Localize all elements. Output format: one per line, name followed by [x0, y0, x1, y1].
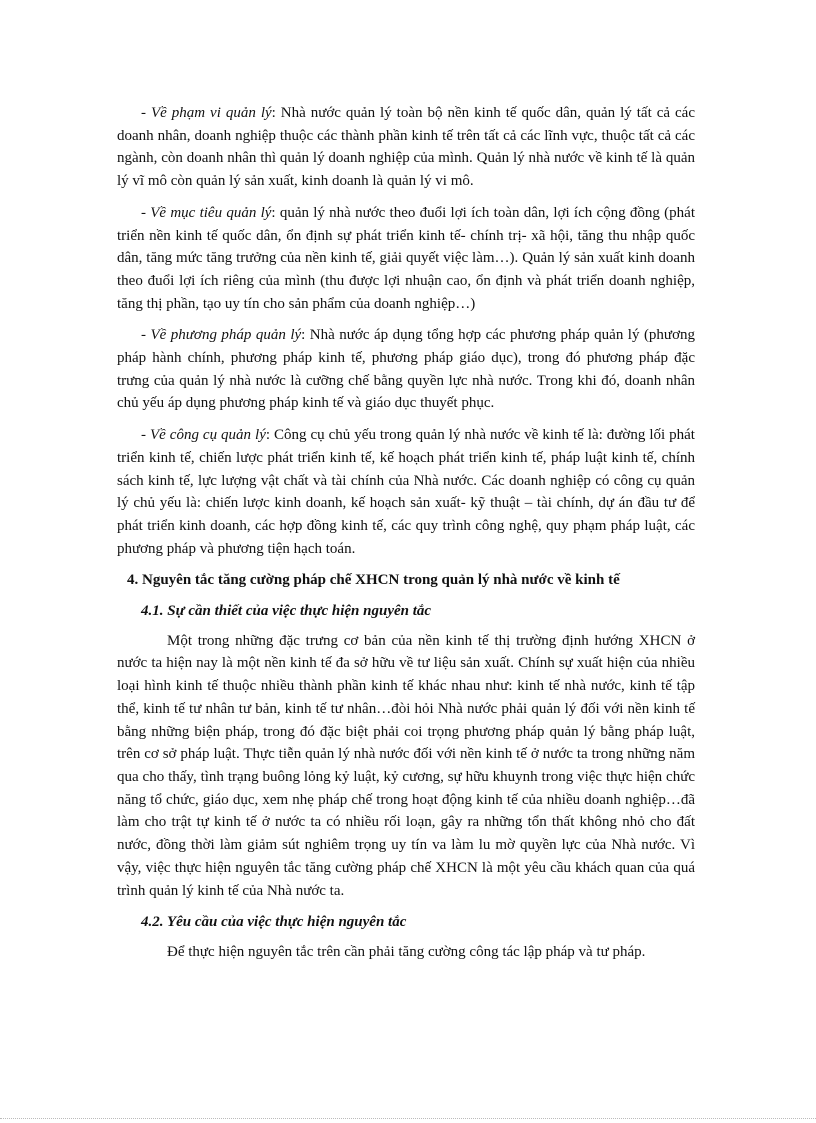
paragraph-lead: - Về phạm vi quản lý — [141, 105, 272, 121]
paragraph-lead: - Về công cụ quản lý — [141, 427, 266, 444]
document-body — [117, 102, 695, 973]
paragraph-method — [117, 324, 695, 415]
paragraph-tools — [117, 424, 695, 560]
paragraph-text: : Nhà nước áp dụng tổng hợp các phương pháp quản lý (phương pháp hành chính, phương pháp kinh tế, phương pháp giáo dục), trong đó phương pháp đặc trưng của quản lý nhà nước là cưỡng chế bằng quyền lực nhà nước. Trong khi đó, doanh nhân chủ yếu áp dụng phương pháp kinh tế và giáo dục thuyết phục. — [117, 327, 695, 412]
section-heading-4: 4. Nguyên tắc tăng cường pháp chế XHCN trong quản lý nhà nước về kinh tế — [127, 572, 620, 589]
paragraph-text: : Nhà nước quản lý toàn bộ nền kinh tế quốc dân, quản lý tất cả các doanh nhân, doanh nghiệp thuộc các thành phần kinh tế trên tất cả các lĩnh vực, thuộc tất cả các ngành, còn doanh nhân thì quản lý doanh nghiệp của mình. Quản lý nhà nước về kinh tế là quản lý vĩ mô còn quản lý sản xuất, kinh doanh là quản lý vi mô. — [117, 105, 695, 190]
paragraph-lead: - Về phương pháp quản lý — [141, 327, 302, 344]
paragraph-text: : quản lý nhà nước theo đuổi lợi ích toàn dân, lợi ích cộng đồng (phát triển nền kinh tế quốc dân, ổn định sự phát triển kinh tế- chính trị- xã hội, tăng thu nhập quốc dân, tăng mức tăng trưởng của nền kinh tế, giải quyết việc làm…). Quản lý sản xuất kinh doanh theo đuổi lợi ích riêng của mình (thu được lợi nhuận cao, ổn định và phát triển doanh nghiệp, tăng thị phần, tạo uy tín cho sản phẩm của doanh nghiệp…) — [117, 204, 695, 312]
subsection-heading-4-2: 4.2. Yêu cầu của việc thực hiện nguyên tắc — [141, 914, 407, 931]
paragraph-4-2: Để thực hiện nguyên tắc trên cần phải tăng cường công tác lập pháp và tư pháp. — [167, 943, 646, 960]
subsection-heading-4-1: 4.1. Sự cần thiết của việc thực hiện nguyên tắc — [141, 603, 432, 620]
paragraph-objective — [117, 202, 695, 316]
paragraph-scope — [117, 102, 695, 193]
page-bottom-divider — [0, 1118, 816, 1119]
paragraph-lead: - Về mục tiêu quản lý — [141, 204, 272, 221]
paragraph-text: : Công cụ chủ yếu trong quản lý nhà nước về kinh tế là: đường lối phát triển kinh tế, chiến lược phát triển kinh tế, kế hoạch phát triển kinh tế, pháp luật kinh tế, chính sách kinh tế, lực lượng vật chất và tài chính của Nhà nước. Các doanh nghiệp có công cụ quản lý chủ yếu là: chiến lược kinh doanh, kế hoạch sản xuất- kỹ thuật – tài chính, dự án đầu tư để phát triển kinh doanh, các hợp đồng kinh tế, các quy trình công nghệ, quy phạm pháp luật, các phương pháp và phương tiện hạch toán. — [117, 427, 695, 557]
paragraph-4-1: Một trong những đặc trưng cơ bản của nền kinh tế thị trường định hướng XHCN ở nước ta hiện nay là một nền kinh tế đa sở hữu về tư liệu sản xuất. Chính sự xuất hiện của nhiều loại hình kinh tế thuộc nhiều thành phần kinh tế khác nhau như: kinh tế nhà nước, kinh tế tập thể, kinh tế tư nhân tư bản, kinh tế tư nhân…đòi hỏi Nhà nước phải quản lý đối với nền kinh tế bằng những biện pháp, trong đó đặc biệt phải coi trọng phương pháp quản lý bằng pháp luật, trên cơ sở pháp luật. Thực tiễn quản lý nhà nước đối với nền kinh tế ở nước ta trong những năm qua cho thấy, tình trạng buông lỏng kỷ luật, kỷ cương, sự hữu khuynh trong việc thực hiện chức năng tổ chức, giáo dục, xem nhẹ pháp chế trong hoạt động kinh tế của nhiều doanh nghiệp…đã làm cho trật tự kinh tế ở nước ta có nhiều rối loạn, gây ra những tổn thất không nhỏ cho đất nước, đồng thời làm giảm sút nghiêm trọng uy tín va làm lu mờ quyền lực của Nhà nước. Vì vậy, việc thực hiện nguyên tắc tăng cường pháp chế XHCN là một yêu cầu khách quan của quá trình quản lý kinh tế của Nhà nước ta. — [117, 632, 695, 899]
